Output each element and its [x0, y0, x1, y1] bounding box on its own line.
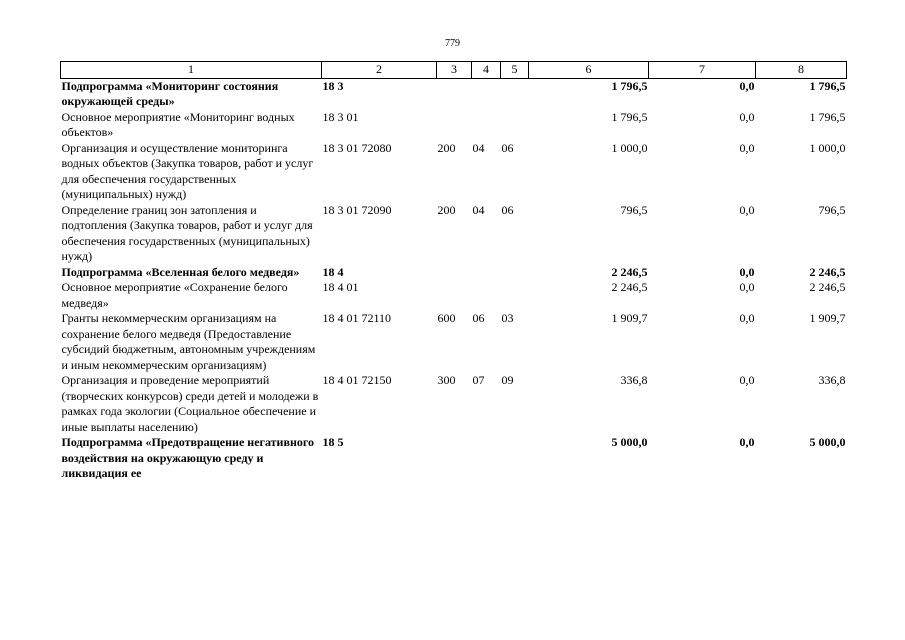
subsection-code: [501, 265, 529, 281]
item-name: Основное мероприятие «Мониторинг водных объектов»: [61, 109, 295, 139]
amount-col-7: 0,0: [739, 140, 755, 155]
amount-col-7: 0,0: [739, 78, 755, 93]
page-number: 779: [445, 38, 460, 49]
table-row: [61, 311, 847, 373]
amount-col-8: 1 796,5: [809, 109, 846, 124]
budget-code: 18 3: [322, 78, 344, 93]
table-row: [61, 265, 847, 281]
amount-col-8: 1 796,5: [809, 78, 846, 93]
table-row: [61, 373, 847, 435]
amount-col-6: 1 000,0: [611, 140, 648, 155]
amount-col-6: 336,8: [620, 373, 648, 387]
budget-code: 18 4 01 72150: [322, 373, 392, 387]
item-name: Организация и осуществление мониторинга водных объектов (Закупка товаров, работ и услуг для обеспечения государственных (муниципальных) нужд): [61, 140, 314, 201]
expense-type-code: 200: [437, 140, 456, 155]
column-number: 4: [472, 62, 501, 79]
budget-table: [60, 61, 847, 482]
expense-type-code: 300: [437, 373, 456, 387]
column-number: 3: [437, 62, 472, 79]
budget-code: 18 4 01: [322, 280, 359, 294]
column-number: 7: [649, 62, 756, 79]
table-row: [61, 203, 847, 265]
item-name: Подпрограмма «Мониторинг состояния окружающей среды»: [61, 78, 279, 108]
subsection-code: 06: [501, 140, 514, 155]
budget-code: 18 5: [322, 435, 344, 449]
expense-type-code: [437, 110, 472, 141]
amount-col-6: 1 796,5: [611, 109, 648, 124]
amount-col-6: 1 909,7: [611, 311, 648, 325]
expense-type-code: 600: [437, 311, 456, 325]
item-name: Подпрограмма «Предотвращение негативного воздействия на окружающую среду и ликвидация ее: [61, 435, 315, 480]
amount-col-7: 0,0: [739, 435, 755, 449]
section-code: [472, 78, 501, 110]
column-number: 6: [529, 62, 649, 79]
amount-col-7: 0,0: [739, 109, 755, 124]
section-code: 06: [472, 311, 485, 325]
amount-col-6: 796,5: [620, 202, 648, 217]
amount-col-8: 336,8: [818, 373, 846, 387]
section-code: [472, 280, 501, 311]
section-code: 07: [472, 373, 485, 387]
section-code: 04: [472, 140, 485, 155]
subsection-code: 03: [501, 311, 514, 325]
table-row: [61, 110, 847, 141]
amount-col-8: 1 909,7: [809, 311, 846, 325]
subsection-code: [501, 110, 529, 141]
amount-col-6: 5 000,0: [611, 435, 648, 449]
item-name: Основное мероприятие «Сохранение белого медведя»: [61, 280, 288, 310]
budget-code: 18 3 01 72090: [322, 202, 392, 217]
amount-col-6: 1 796,5: [611, 78, 648, 93]
amount-col-8: 2 246,5: [809, 264, 846, 279]
subsection-code: 09: [501, 373, 514, 387]
table-row: [61, 78, 847, 110]
amount-col-8: 796,5: [818, 202, 846, 217]
subsection-code: [501, 78, 529, 110]
budget-code: 18 4: [322, 264, 344, 279]
column-number: 2: [322, 62, 437, 79]
expense-type-code: [437, 435, 472, 482]
section-code: 04: [472, 202, 485, 217]
item-name: Определение границ зон затопления и подтопления (Закупка товаров, работ и услуг для обеспечения государственных (муниципальных) нужд): [61, 202, 313, 263]
table-row: [61, 141, 847, 203]
amount-col-7: 0,0: [739, 373, 755, 387]
section-code: [472, 435, 501, 482]
budget-code: 18 3 01: [322, 109, 359, 124]
expense-type-code: 200: [437, 202, 456, 217]
column-number: 8: [756, 62, 847, 79]
expense-type-code: [437, 265, 472, 281]
subsection-code: 06: [501, 202, 514, 217]
amount-col-8: 5 000,0: [809, 435, 846, 449]
amount-col-7: 0,0: [739, 264, 755, 279]
amount-col-8: 2 246,5: [809, 280, 846, 294]
expense-type-code: [437, 280, 472, 311]
column-number: 1: [61, 62, 322, 79]
column-number-row: [61, 62, 847, 79]
column-number: 5: [501, 62, 529, 79]
amount-col-6: 2 246,5: [611, 264, 648, 279]
item-name: Гранты некоммерческим организациям на сохранение белого медведя (Предоставление субсидий бюджетным, автономным учреждениям и иным некоммерческим организациям): [61, 311, 316, 372]
amount-col-7: 0,0: [739, 311, 755, 325]
amount-col-7: 0,0: [739, 280, 755, 294]
section-code: [472, 110, 501, 141]
budget-code: 18 4 01 72110: [322, 311, 392, 325]
amount-col-6: 2 246,5: [611, 280, 648, 294]
amount-col-7: 0,0: [739, 202, 755, 217]
table-row: [61, 280, 847, 311]
item-name: Подпрограмма «Вселенная белого медведя»: [61, 264, 300, 279]
item-name: Организация и проведение мероприятий (творческих конкурсов) среди детей и молодежи в рамках года экологии (Социальное обеспечение и иные выплаты населению): [61, 373, 319, 434]
section-code: [472, 265, 501, 281]
subsection-code: [501, 280, 529, 311]
subsection-code: [501, 435, 529, 482]
amount-col-8: 1 000,0: [809, 140, 846, 155]
table-row: [61, 435, 847, 482]
expense-type-code: [437, 78, 472, 110]
budget-code: 18 3 01 72080: [322, 140, 392, 155]
